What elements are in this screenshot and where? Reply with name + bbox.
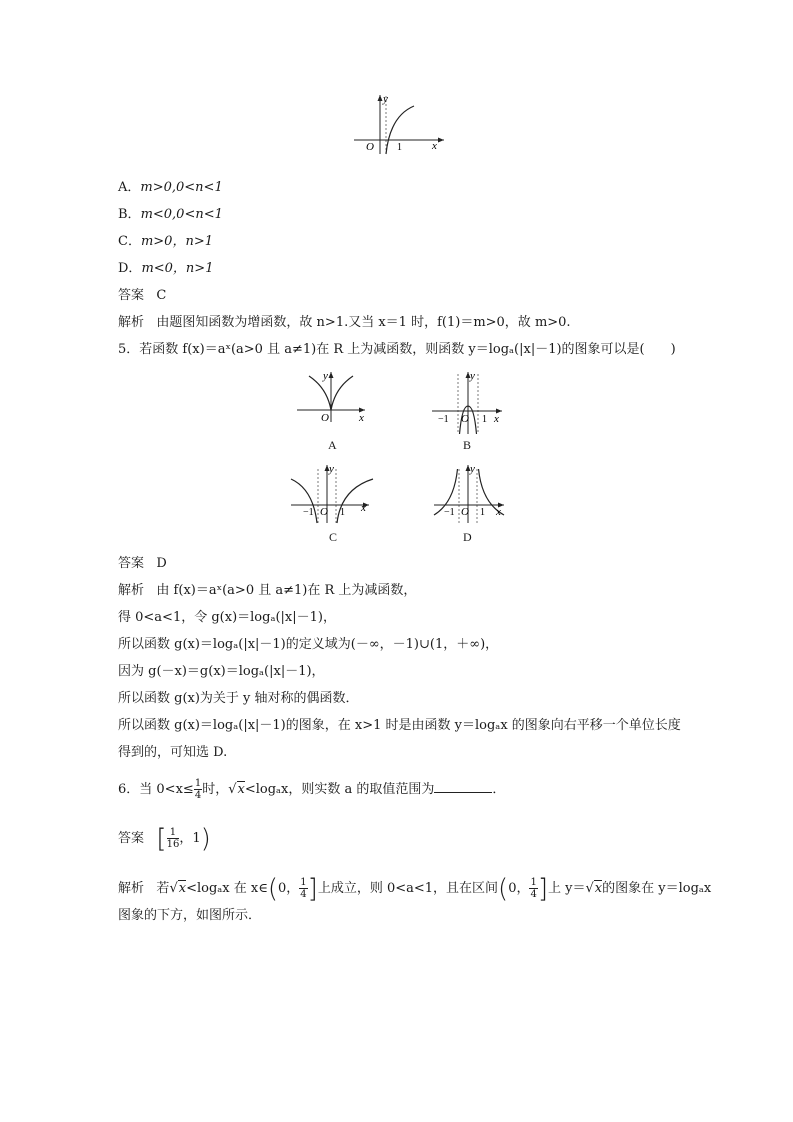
q4-answer: 答案 C [118,288,167,303]
graph-b-one: 1 [482,414,487,425]
option-b: B．m<0,0<n<1 [118,207,223,222]
graph-a-x: x [359,412,364,424]
origin-label: O [366,141,374,153]
graph-d-minus-one: −1 [444,507,455,518]
graph-c-y: y [329,463,334,475]
q5-analysis-line-7: 得到的，可知选 D. [118,745,228,760]
q6-fraction: $\frac{1}{4}$ [194,778,202,801]
q6-answer-blank [434,780,492,793]
graph-c-x: x [361,502,366,514]
graph-d-x: x [496,506,501,518]
q5-analysis-line-5: 所以函数 g(x)为关于 y 轴对称的偶函数． [118,691,359,706]
graph-d [432,463,507,525]
graph-c [289,463,374,525]
graph-d-label: D [463,530,472,544]
x-label: x [432,140,437,152]
q6-analysis-line-1: 解析 若√x<logₐx 在 x∈(0， $\frac{1}{4}$ ]上成立，则 0<a<1，且在区间(0， $\frac{1}{4}$ ]上 y＝√x的图象在 y＝logₐx [118,874,712,904]
option-d: D．m<0，n>1 [118,261,214,276]
graph-b-x: x [494,413,499,425]
graph-d-one: 1 [480,507,485,518]
graph-d-y: y [470,463,475,475]
q5-analysis-line-4: 因为 g(－x)＝g(x)＝logₐ(|x|－1)， [118,664,325,679]
graph-b [430,370,505,436]
q5-analysis-line-6: 所以函数 g(x)＝logₐ(|x|－1)的图象，在 x>1 时是由函数 y＝logₐx 的图象向右平移一个单位长度 [118,718,681,733]
one-label: 1 [397,142,402,153]
graph-d-origin: O [461,506,469,518]
graph-b-minus-one: −1 [438,414,449,425]
q5-analysis-line-3: 所以函数 g(x)＝logₐ(|x|－1)的定义域为(－∞，－1)∪(1，＋∞)， [118,637,499,652]
q4-analysis: 解析 由题图知函数为增函数，故 n>1.又当 x＝1 时，f(1)＝m>0，故 m>0. [118,315,571,330]
graph-a-origin: O [321,412,329,424]
graph-c-origin: O [320,506,328,518]
graph-b-y: y [470,370,475,382]
graph-b-label: B [463,438,472,452]
q6-analysis-line-2: 图象的下方，如图所示． [118,908,262,923]
option-c: C．m>0，n>1 [118,234,213,249]
graph-a-y: y [323,370,328,382]
q5-stem: 5．若函数 f(x)＝aˣ(a>0 且 a≠1)在 R 上为减函数，则函数 y＝logₐ(|x|－1)的图象可以是( ) [118,342,676,357]
graph-c-label: C [329,530,338,544]
option-a: A．m>0,0<n<1 [118,180,223,195]
top-graph [352,92,447,156]
y-label: y [383,93,388,105]
q5-analysis-line-2: 得 0<a<1，令 g(x)＝logₐ(|x|－1)， [118,610,336,625]
q6-stem: 6．当 0<x≤ $\frac{1}{4}$ 时，√x<logₐx，则实数 a 的取值范围为 ． [118,778,506,801]
q5-analysis-line-1: 解析 由 f(x)＝aˣ(a>0 且 a≠1)在 R 上为减函数， [118,583,417,598]
q5-answer: 答案 D [118,556,167,571]
graph-a-label: A [328,438,337,452]
graph-b-origin: O [461,413,469,425]
q6-answer: 答案 [ $\frac{1}{16}$ ，1) [118,824,211,854]
graph-c-minus-one: −1 [303,507,314,518]
graph-c-one: 1 [340,507,345,518]
graph-a [295,370,370,425]
